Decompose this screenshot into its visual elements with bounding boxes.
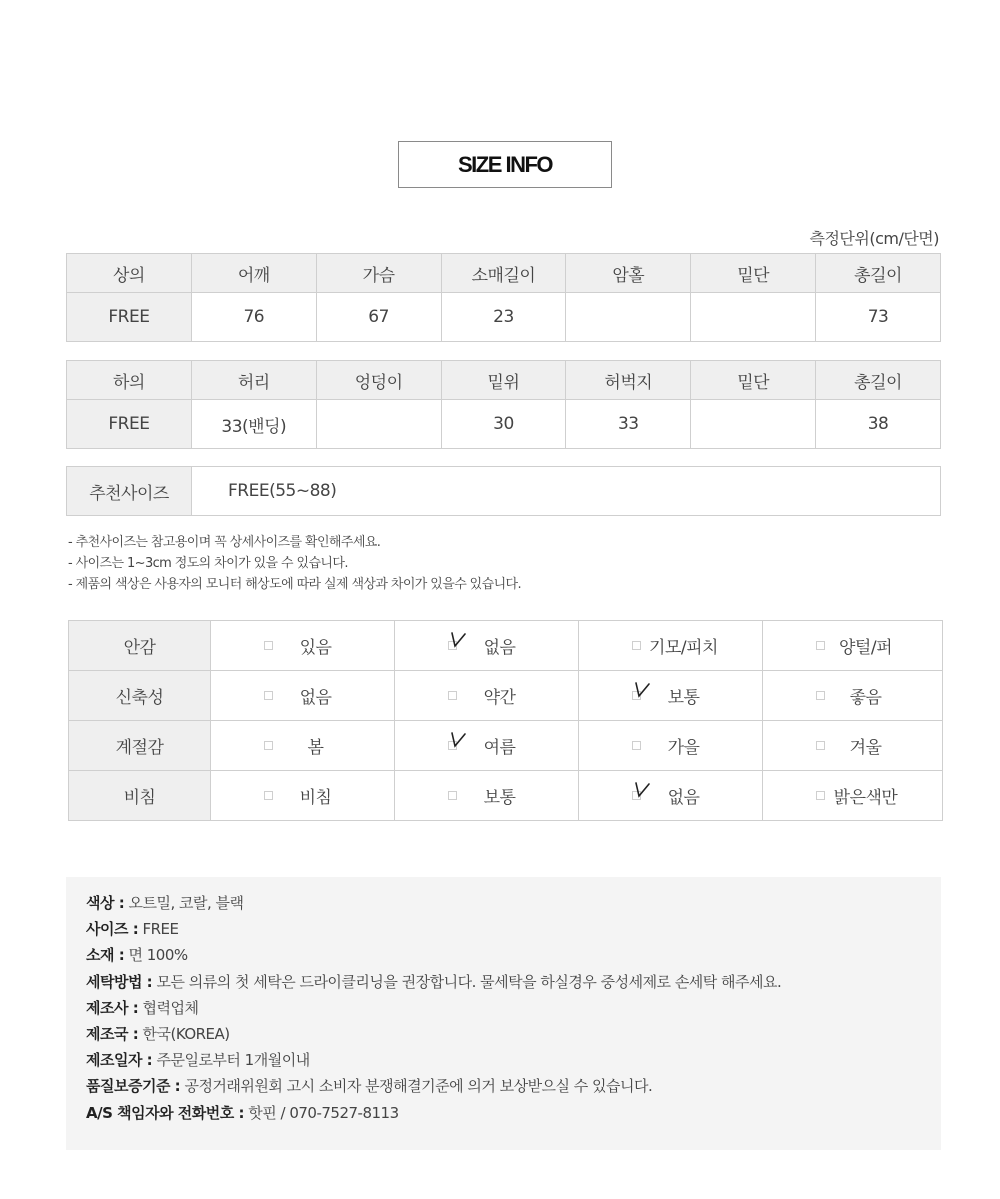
feature-option-label: 기모/피치	[649, 638, 718, 658]
feature-option-label: 있음	[299, 638, 332, 658]
bottom-size-table	[66, 360, 941, 449]
top-size-table	[66, 253, 941, 342]
top-header-cell: 어깨	[191, 254, 316, 293]
bottom-header-cell: 밑단	[691, 361, 816, 400]
bottom-header-cell: 총길이	[816, 361, 941, 400]
feature-option[interactable]	[579, 771, 763, 821]
info-value: 면 100%	[128, 946, 188, 965]
bottom-table-row	[67, 400, 941, 449]
feature-option-label: 가을	[667, 738, 700, 758]
info-label: 사이즈 :	[86, 920, 139, 939]
feature-row	[69, 771, 943, 821]
info-value: 주문일로부터 1개월이내	[156, 1051, 310, 1070]
info-value: 핫핀 / 070-7527-8113	[248, 1103, 399, 1122]
checkbox-icon[interactable]	[448, 691, 457, 700]
info-row-as-contact	[86, 1100, 941, 1126]
feature-label: 비침	[69, 771, 211, 821]
info-label: 소재 :	[86, 946, 125, 965]
top-value-cell	[691, 293, 816, 342]
recommended-size-value: FREE(55~88)	[228, 481, 337, 501]
bottom-value-cell: 33	[566, 400, 691, 449]
info-row-country	[86, 1021, 941, 1047]
feature-option-label: 보통	[667, 688, 700, 708]
top-value-cell	[566, 293, 691, 342]
feature-option[interactable]	[395, 771, 579, 821]
product-info-box	[66, 877, 941, 1150]
bottom-value-cell: 38	[816, 400, 941, 449]
recommended-size-label: 추천사이즈	[67, 467, 192, 515]
checkbox-icon[interactable]	[264, 641, 273, 650]
top-header-cell: 소매길이	[441, 254, 566, 293]
feature-option-label: 겨울	[849, 738, 882, 758]
info-label: 품질보증기준 :	[86, 1077, 181, 1096]
bottom-value-cell: 30	[441, 400, 566, 449]
feature-option-label: 없음	[299, 688, 332, 708]
info-row-date	[86, 1047, 941, 1073]
feature-label: 계절감	[69, 721, 211, 771]
info-label: 제조사 :	[86, 998, 139, 1017]
info-label: 제조국 :	[86, 1024, 139, 1043]
feature-label: 신축성	[69, 671, 211, 721]
info-label: 제조일자 :	[86, 1051, 153, 1070]
top-table-row	[67, 293, 941, 342]
checkbox-icon[interactable]	[448, 791, 457, 800]
checkmark-icon	[450, 729, 470, 751]
info-row-manufacturer	[86, 995, 941, 1021]
bottom-header-cell: 허벅지	[566, 361, 691, 400]
checkbox-icon[interactable]	[632, 741, 641, 750]
info-value: 한국(KOREA)	[142, 1024, 230, 1043]
feature-option[interactable]	[395, 721, 579, 771]
feature-option-label: 약간	[483, 688, 516, 708]
top-header-cell: 밑단	[691, 254, 816, 293]
feature-row	[69, 721, 943, 771]
bottom-value-cell	[691, 400, 816, 449]
feature-option-label: 없음	[667, 788, 700, 808]
info-label: 세탁방법 :	[86, 972, 153, 991]
info-row-washing	[86, 969, 941, 995]
feature-option[interactable]	[211, 621, 395, 671]
checkbox-icon[interactable]	[816, 741, 825, 750]
top-header-cell: 총길이	[816, 254, 941, 293]
feature-option-label: 없음	[483, 638, 516, 658]
bottom-value-cell: 33(밴딩)	[191, 400, 316, 449]
recommended-size-box	[66, 466, 941, 516]
top-size-label: FREE	[67, 293, 192, 342]
top-value-cell: 23	[441, 293, 566, 342]
bottom-header-cell: 허리	[191, 361, 316, 400]
info-label: 색상 :	[86, 894, 125, 912]
checkbox-icon[interactable]	[632, 641, 641, 650]
feature-option-label: 비침	[299, 788, 332, 808]
checkbox-icon[interactable]	[264, 791, 273, 800]
bottom-header-cell: 하의	[67, 361, 192, 400]
feature-option[interactable]	[395, 621, 579, 671]
info-value: 공정거래위원회 고시 소비자 분쟁해결기준에 의거 보상받으실 수 있습니다.	[184, 1077, 653, 1096]
feature-option[interactable]	[211, 671, 395, 721]
bottom-size-label: FREE	[67, 400, 192, 449]
top-table-header-row	[67, 254, 941, 293]
feature-option[interactable]	[763, 771, 943, 821]
feature-option-label: 봄	[307, 738, 324, 758]
feature-option[interactable]	[763, 671, 943, 721]
measurement-unit-note: 측정단위(cm/단면)	[809, 229, 939, 248]
info-value: FREE	[142, 920, 179, 939]
bottom-header-cell: 밑위	[441, 361, 566, 400]
top-header-cell: 가슴	[316, 254, 441, 293]
size-notes	[68, 532, 521, 595]
feature-option[interactable]	[211, 771, 395, 821]
bottom-table-header-row	[67, 361, 941, 400]
top-header-cell: 암홀	[566, 254, 691, 293]
feature-option[interactable]	[579, 671, 763, 721]
feature-option-label: 양털/퍼	[839, 638, 892, 658]
info-row-size	[86, 916, 941, 942]
feature-option[interactable]	[763, 621, 943, 671]
bottom-header-cell: 엉덩이	[316, 361, 441, 400]
checkbox-icon[interactable]	[816, 691, 825, 700]
info-row-warranty	[86, 1073, 941, 1099]
checkbox-icon[interactable]	[264, 741, 273, 750]
info-value: 협력업체	[142, 998, 199, 1017]
info-row-color	[86, 890, 941, 916]
checkmark-icon	[634, 679, 654, 701]
feature-option[interactable]	[579, 621, 763, 671]
feature-option[interactable]	[579, 721, 763, 771]
feature-option[interactable]	[395, 671, 579, 721]
feature-label: 안감	[69, 621, 211, 671]
info-label: A/S 책임자와 전화번호 :	[86, 1103, 244, 1122]
info-row-material	[86, 942, 941, 968]
checkbox-icon[interactable]	[264, 691, 273, 700]
checkbox-icon[interactable]	[816, 641, 825, 650]
bottom-value-cell	[316, 400, 441, 449]
checkmark-icon	[450, 629, 470, 651]
top-header-cell: 상의	[67, 254, 192, 293]
size-note: - 추천사이즈는 참고용이며 꼭 상세사이즈를 확인해주세요.	[68, 535, 381, 550]
top-value-cell: 76	[191, 293, 316, 342]
feature-option-label: 보통	[483, 788, 516, 808]
checkmark-icon	[634, 779, 654, 801]
info-value: 오트밀, 코랄, 블랙	[128, 894, 244, 912]
top-value-cell: 73	[816, 293, 941, 342]
feature-row	[69, 621, 943, 671]
size-note: - 사이즈는 1~3cm 정도의 차이가 있을 수 있습니다.	[68, 556, 348, 571]
feature-option-label: 여름	[483, 738, 516, 758]
top-value-cell: 67	[316, 293, 441, 342]
fabric-features-table	[68, 620, 943, 821]
feature-option[interactable]	[211, 721, 395, 771]
feature-option-label: 좋음	[849, 688, 882, 708]
info-value: 모든 의류의 첫 세탁은 드라이클리닝을 권장합니다. 물세탁을 하실경우 중성세제로 손세탁 해주세요.	[156, 972, 782, 991]
size-note: - 제품의 색상은 사용자의 모니터 해상도에 따라 실제 색상과 차이가 있을수 있습니다.	[68, 577, 522, 592]
checkbox-icon[interactable]	[816, 791, 825, 800]
feature-option[interactable]	[763, 721, 943, 771]
feature-row	[69, 671, 943, 721]
size-info-title: SIZE INFO	[398, 141, 612, 188]
feature-option-label: 밝은색만	[833, 788, 898, 808]
